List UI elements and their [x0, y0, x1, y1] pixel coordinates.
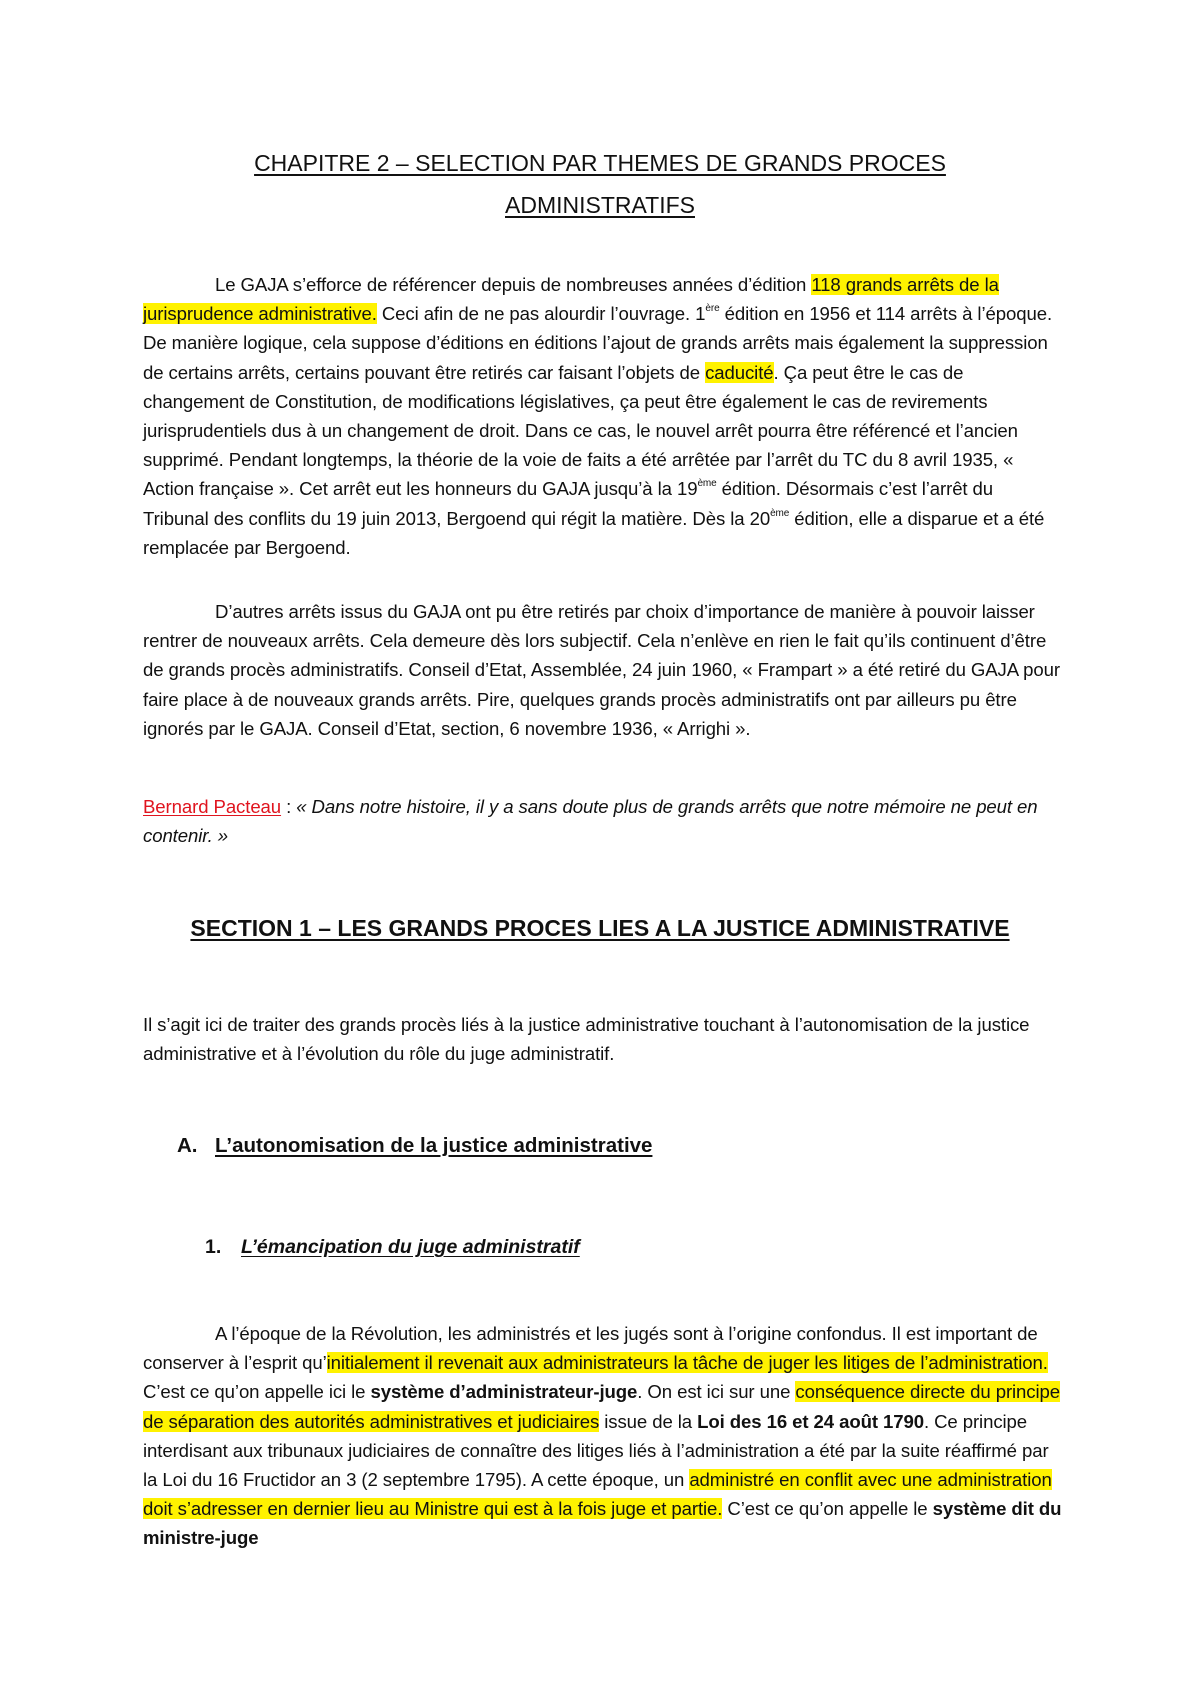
- chapter-title-line-1: CHAPITRE 2 – SELECTION PAR THEMES DE GRANDS PROCES: [254, 150, 946, 176]
- superscript: ème: [770, 507, 790, 519]
- highlighted-text: conséquence directe du principe de séparation des autorités administratives et judiciaires: [143, 1381, 1061, 1432]
- text-run: A l’époque de la Révolution, les administrés et les jugés sont à l’origine confondus. Il est important de conserver à l’esprit qu’: [143, 1323, 1038, 1374]
- heading-1: [205, 1233, 580, 1261]
- highlighted-text: administré en conflit avec une administration doit s’adresser en dernier lieu au Ministre qui est à la fois juge et partie.: [143, 1469, 1052, 1520]
- text-run: C’est ce qu’on appelle le: [722, 1498, 933, 1520]
- quote-text: « Dans notre histoire, il y a sans doute plus de grands arrêts que notre mémoire ne peut en contenir. »: [143, 796, 1038, 847]
- highlighted-text: 118 grands arrêts de la jurisprudence administrative.: [143, 274, 999, 325]
- final-paragraph: [143, 1319, 1063, 1553]
- chapter-title-line-2: ADMINISTRATIFS: [505, 192, 695, 218]
- text-run: Le GAJA s’efforce de référencer depuis de nombreuses années d’édition: [215, 274, 812, 295]
- bold-text: Loi des 16 et 24 août 1790: [697, 1410, 924, 1432]
- section-title: SECTION 1 – LES GRANDS PROCES LIES A LA JUSTICE ADMINISTRATIVE: [190, 915, 1010, 941]
- text-run: édition en 1956 et 114 arrêts à l’époque. De manière logique, cela suppose d’éditions en éditions l’ajout de grands arrêts mais également la suppression de certains arrêts, certains pouvant être retirés car faisant l’objets de: [143, 303, 1053, 383]
- text-run: édition, elle a disparue et a été remplacée par Bergoend.: [143, 507, 1045, 558]
- text-run: C’est ce qu’on appelle ici le: [143, 1381, 371, 1403]
- superscript: ère: [705, 303, 720, 315]
- quote-paragraph: [143, 792, 1063, 850]
- text-run: . On est ici sur une: [637, 1381, 796, 1403]
- text-run: édition. Désormais c’est l’arrêt du Tribunal des conflits du 19 juin 2013, Bergoend qui régit la matière. Dès la 20: [143, 478, 994, 529]
- heading-a: [177, 1131, 652, 1161]
- heading-label: L’émancipation du juge administratif: [241, 1236, 580, 1258]
- heading-marker: A.: [177, 1134, 198, 1157]
- superscript: ème: [697, 478, 717, 490]
- quote-separator: :: [281, 796, 297, 817]
- section-intro: Il s’agit ici de traiter des grands procès liés à la justice administrative touchant à l’autonomisation de la justice administrative et à l’évolution du rôle du juge administratif.: [143, 1014, 1030, 1065]
- text-run: issue de la: [599, 1410, 698, 1432]
- heading-label: L’autonomisation de la justice administrative: [215, 1134, 653, 1157]
- bold-text: système dit du ministre-juge: [143, 1498, 1062, 1549]
- intro-paragraph-2: D’autres arrêts issus du GAJA ont pu être retirés par choix d’importance de manière à pouvoir laisser rentrer de nouveaux arrêts. Cela demeure dès lors subjectif. Cela n’enlève en rien le fait qu’ils continuent d’être de grands procès administratifs. Conseil d’Etat, Assemblée, 24 juin 1960, « Frampart » a été retiré du GAJA pour faire place à de nouveaux grands arrêts. Pire, quelques grands procès administratifs ont par ailleurs pu être ignorés par le GAJA. Conseil d’Etat, section, 6 novembre 1936, « Arrighi ».: [143, 601, 1060, 739]
- chapter-title: [140, 142, 1060, 226]
- highlighted-text: caducité: [705, 361, 774, 383]
- intro-paragraph-1: [143, 270, 1063, 562]
- quote-author: Bernard Pacteau: [143, 796, 282, 817]
- text-run: . Ça peut être le cas de changement de Constitution, de modifications législatives, ça peut être également le cas de revirements jurisprudentiels dus à un changement de droit. Dans ce cas, le nouvel arrêt pourra être référencé et l’ancien supprimé. Pendant longtemps, la théorie de la voie de faits a été arrêtée par l’arrêt du TC du 8 avril 1935, « Action française ». Cet arrêt eut les honneurs du GAJA jusqu’à la 19: [143, 361, 1018, 500]
- text-run: . Ce principe interdisant aux tribunaux judiciaires de connaître des litiges liés à l’administration a été par la suite réaffirmé par la Loi du 16 Fructidor an 3 (2 septembre 1795). A cette époque, un: [143, 1410, 1049, 1491]
- bold-text: système d’administrateur-juge: [370, 1381, 638, 1403]
- highlighted-text: initialement il revenait aux administrateurs la tâche de juger les litiges de l’administration.: [326, 1352, 1048, 1374]
- text-run: Ceci afin de ne pas alourdir l’ouvrage. 1: [376, 303, 706, 325]
- heading-marker: 1.: [205, 1236, 222, 1258]
